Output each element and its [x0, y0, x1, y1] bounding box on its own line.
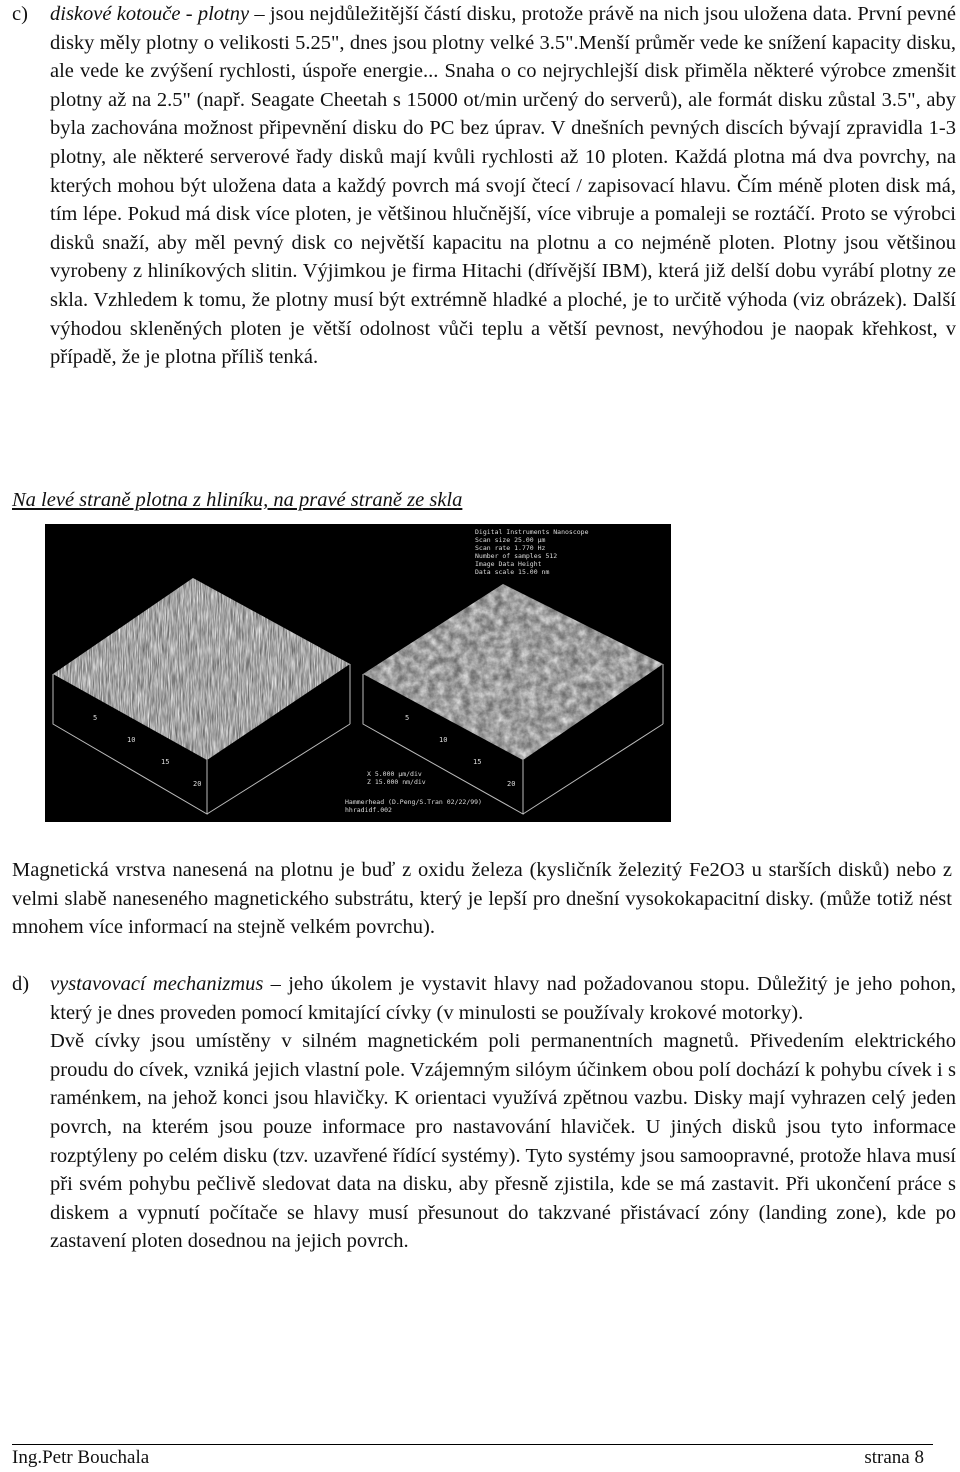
axis-tick-label: 10: [439, 736, 448, 744]
scan-info-line: Data scale 15.00 nm: [475, 568, 550, 576]
footer-rule: [12, 1444, 933, 1445]
section-c-paragraph: [50, 0, 956, 372]
figure-caption: Na levé straně plotna z hliníku, na pravé straně ze skla: [12, 489, 463, 511]
scan-info-line: Scan size 25.00 µm: [475, 536, 546, 544]
scan-info-line: Scan rate 1.770 Hz: [475, 544, 546, 552]
section-d-marker: d): [12, 973, 30, 995]
scale-line: Z 15.000 nm/div: [367, 778, 426, 786]
axis-tick-label: 5: [93, 714, 98, 722]
file-line: Hammerhead (D.Peng/S.Tran 02/22/99): [345, 798, 482, 806]
section-c-text: – jsou nejdůležitější částí disku, protože právě na nich jsou uložena data. První pevné disky měly plotny o velikosti 5.25", dnes jsou plotny velké 3.5".Menší průměr vede ke snížení kapacity disku, ale vede ke zvýšení rychlosti, úspoře energie... Snaha o co nejrychlejší disk přiměla některé výrobce zmenšit plotny až na 2.5" (např. Seagate Cheetah s 15000 ot/min určený do serverů), ale formát disku zůstal 3.5", aby byla zachována možnost připevnění disku do PC bez úprav. V dnešních pevných discích bývají zpravidla 1-3 plotny, ale některé serverové řady disků mají kvůli rychlosti až 10 ploten. Každá plotna má dva povrchy, na kterých mohou být uložena data a každý povrch má svojí čtecí / zapisovací hlavu. Čím méně ploten disk má, tím lépe. Pokud má disk více ploten, je většinou hlučnější, více vibruje a pomaleji se roztáčí. Proto se výrobci disků snaží, aby měl pevný disk co největší kapacitu na plotnu a co nejméně ploten. Plotny jsou většinou vyrobeny z hliníkových slitin. Výjimkou je firma Hitachi (dřívější IBM), která již delší dobu vyrábí plotny ze skla. Vzhledem k tomu, že plotny musí být extrémně hladké a ploché, je to určitě výhoda (viz obrázek). Další výhodou skleněných ploten je větší odolnost vůči teplu a větší pevnost, nevýhodou je naopak křehkost, v případě, že je plotna příliš tenká.: [50, 3, 956, 369]
section-d-text: – jeho úkolem je vystavit hlavy nad požadovanou stopu. Důležitý je jeho pohon, který je dnes proveden pomocí kmitající cívky (v minulosti se používaly krokové motorky).: [50, 973, 956, 1024]
magnetic-layer-paragraph: Magnetická vrstva nanesená na plotnu je buď z oxidu železa (kysličník železitý Fe2O3 u starších disků) nebo z velmi slabě naneseného magnetického substrátu, který je lepší pro dnešní vysokokapacitní disky. (může totiž nést mnohem více informací na stejně velkém povrchu).: [12, 859, 952, 939]
axis-tick-label: 20: [507, 780, 516, 788]
footer-author: Ing.Petr Bouchala: [12, 1447, 150, 1468]
scale-info: [345, 770, 482, 814]
section-d-paragraph: [50, 970, 956, 1027]
axis-tick-label: 15: [161, 758, 170, 766]
scan-info-line: Number of samples 512: [475, 552, 558, 560]
footer-page-number: strana 8: [864, 1447, 924, 1468]
section-d-term: vystavovací mechanizmus: [50, 973, 264, 995]
axis-tick-label: 10: [127, 736, 136, 744]
afm-surface-figure: [45, 524, 671, 822]
section-d-paragraph-2: Dvě cívky jsou umístěny v silném magnetickém poli permanentních magnetů. Přivedením elektrického proudu do cívek, vzniká jejich vlastní pole. Vzájemným silóym účinkem obou polí dochází k pohybu cívek i s raménkem, na jehož konci jsou hlavičky. K orientaci využívá zpětnou vazbu. Disky mají vyhrazen celý jeden povrch, na kterém jsou pouze informace pro nastavování hlaviček. U jiných disků jsou tyto informace rozptýleny po celém disku (tzv. uzavřené řídící systémy). Tyto systémy jsou samoopravné, protože hlava musí při svém pohybu pečlivě sledovat data na disku, aby přesně zjistila, kde se má zastavit. Při ukončení práce s diskem a vypnutí počítače se hlavy musí přesunout do takzvané přistávací zóny (landing zone), kde po zastavení ploten dosednou na jejich povrch.: [50, 1030, 956, 1253]
axis-tick-label: 20: [193, 780, 202, 788]
file-line: hhradidf.002: [345, 806, 392, 814]
scan-info-line: Digital Instruments Nanoscope: [475, 528, 589, 536]
section-c: [12, 0, 956, 372]
scan-info-line: Image Data Height: [475, 560, 542, 568]
section-d: [12, 970, 956, 1256]
scale-line: X 5.000 µm/div: [367, 770, 422, 778]
section-c-marker: c): [12, 3, 28, 25]
axis-tick-label: 5: [405, 714, 410, 722]
axis-tick-label: 15: [473, 758, 482, 766]
scan-info: [475, 528, 589, 576]
afm-surface-image: [45, 524, 671, 822]
section-c-term: diskové kotouče - plotny: [50, 3, 250, 25]
